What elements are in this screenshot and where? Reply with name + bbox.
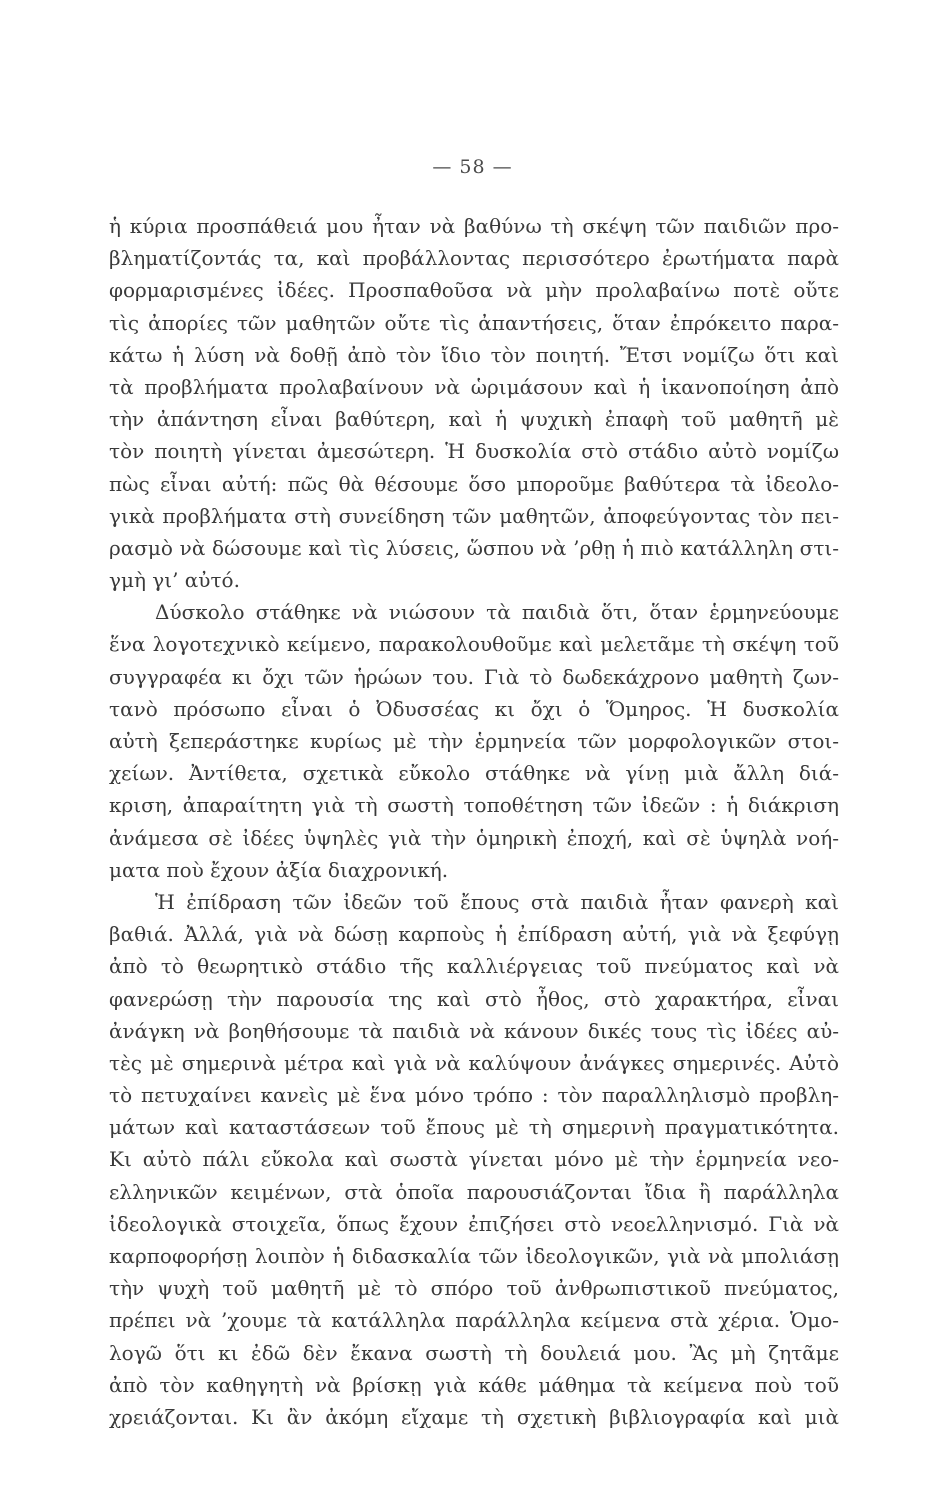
text-line: τὰ προβλήματα προλαβαίνουν νὰ ὡριμάσουν καὶ ἡ ἱκανοποίηση ἀπὸ — [109, 374, 839, 399]
text-line: συγγραφέα κι ὄχι τῶν ἡρώων του. Γιὰ τὸ δωδεκάχρονο μαθητὴ ζων- — [109, 664, 839, 689]
text-line: ἀπὸ τὸ θεωρητικὸ στάδιο τῆς καλλιέργειας τοῦ πνεύματος καὶ νὰ — [109, 954, 839, 979]
text-line: καρποφορήσῃ λοιπὸν ἡ διδασκαλία τῶν ἰδεολογικῶν, γιὰ νὰ μπολιάσῃ — [109, 1244, 839, 1268]
text-line: πὼς εἶναι αὐτή: πῶς θὰ θέσουμε ὅσο μποροῦμε βαθύτερα τὰ ἰδεολο- — [109, 471, 839, 496]
text-line: χρειάζονται. Κι ἂν ἀκόμη εἴχαμε τὴ σχετικὴ βιβλιογραφία καὶ μιὰ — [109, 1404, 839, 1429]
text-line: ἰδεολογικὰ στοιχεῖα, ὅπως ἔχουν ἐπιζήσει στὸ νεοελληνισμό. Γιὰ νὰ — [109, 1211, 839, 1236]
text-line: τὲς μὲ σημερινὰ μέτρα καὶ γιὰ νὰ καλύψουν ἀνάγκες σημερινές. Αὐτὸ — [109, 1050, 839, 1075]
text-line: Κι αὐτὸ πάλι εὔκολα καὶ σωστὰ γίνεται μόνο μὲ τὴν ἑρμηνεία νεο- — [109, 1147, 839, 1172]
text-line: βαθιά. Ἀλλά, γιὰ νὰ δώσῃ καρποὺς ἡ ἐπίδραση αὐτή, γιὰ νὰ ξεφύγῃ — [109, 922, 839, 947]
text-line: αὐτὴ ξεπεράστηκε κυρίως μὲ τὴν ἑρμηνεία τῶν μορφολογικῶν στοι- — [109, 729, 839, 753]
text-line: τὸ πετυχαίνει κανεὶς μὲ ἕνα μόνο τρόπο : τὸν παραλληλισμὸ προβλη- — [109, 1083, 839, 1108]
text-line: ἡ κύρια προσπάθειά μου ἦταν νὰ βαθύνω τὴ σκέψη τῶν παιδιῶν προ- — [109, 214, 839, 238]
text-line: ἕνα λογοτεχνικὸ κείμενο, παρακολουθοῦμε καὶ μελετᾶμε τὴ σκέψη τοῦ — [109, 632, 839, 657]
text-line: ἀνάμεσα σὲ ἰδέες ὑψηλὲς γιὰ τὴν ὁμηρικὴ ἐποχή, καὶ σὲ ὑψηλὰ νοή- — [109, 825, 839, 850]
text-line: Δύσκολο στάθηκε νὰ νιώσουν τὰ παιδιὰ ὅτι, ὅταν ἑρμηνεύουμε — [155, 600, 839, 625]
text-line: μάτων καὶ καταστάσεων τοῦ ἔπους μὲ τὴ σημερινὴ πραγματικότητα. — [109, 1115, 839, 1140]
text-line: τὶς ἀπορίες τῶν μαθητῶν οὔτε τὶς ἀπαντήσεις, ὅταν ἐπρόκειτο παρα- — [109, 310, 839, 335]
text-line: φορμαρισμένες ἰδέες. Προσπαθοῦσα νὰ μὴν προλαβαίνω ποτὲ οὔτε — [109, 278, 839, 303]
text-line: τὸν ποιητὴ γίνεται ἀμεσώτερη. Ἡ δυσκολία στὸ στάδιο αὐτὸ νομίζω — [109, 439, 839, 464]
text-line: κριση, ἀπαραίτητη γιὰ τὴ σωστὴ τοποθέτηση τῶν ἰδεῶν : ἡ διάκριση — [109, 793, 839, 818]
text-line: ματα ποὺ ἔχουν ἀξία διαχρονική. — [109, 857, 449, 882]
text-line: τὴν ἀπάντηση εἶναι βαθύτερη, καὶ ἡ ψυχικὴ ἐπαφὴ τοῦ μαθητῆ μὲ — [109, 407, 839, 432]
text-line: ἀπὸ τὸν καθηγητὴ νὰ βρίσκῃ γιὰ κάθε μάθημα τὰ κείμενα ποὺ τοῦ — [109, 1372, 839, 1397]
text-line: Ἡ ἐπίδραση τῶν ἰδεῶν τοῦ ἔπους στὰ παιδιὰ ἦταν φανερὴ καὶ — [155, 889, 839, 914]
text-line: λογῶ ὅτι κι ἐδῶ δὲν ἔκανα σωστὴ τὴ δουλειά μου. Ἂς μὴ ζητᾶμε — [109, 1340, 839, 1365]
text-line: τὴν ψυχὴ τοῦ μαθητῆ μὲ τὸ σπόρο τοῦ ἀνθρωπιστικοῦ πνεύματος, — [109, 1276, 839, 1301]
text-line: γμὴ γι’ αὐτό. — [109, 568, 240, 593]
page-number: — 58 — — [432, 156, 513, 178]
text-line: γικὰ προβλήματα στὴ συνείδηση τῶν μαθητῶν, ἀποφεύγοντας τὸν πει- — [109, 503, 839, 528]
body-text — [109, 210, 839, 1433]
text-line: χείων. Ἀντίθετα, σχετικὰ εὔκολο στάθηκε νὰ γίνῃ μιὰ ἄλλη διά- — [109, 761, 839, 786]
text-line: τανὸ πρόσωπο εἶναι ὁ Ὀδυσσέας κι ὄχι ὁ Ὅμηρος. Ἡ δυσκολία — [109, 696, 839, 721]
text-line: πρέπει νὰ ’χουμε τὰ κατάλληλα παράλληλα κείμενα στὰ χέρια. Ὁμο- — [109, 1308, 839, 1333]
text-line: βληματίζοντάς τα, καὶ προβάλλοντας περισσότερο ἐρωτήματα παρὰ — [109, 246, 839, 271]
text-line: ρασμὸ νὰ δώσουμε καὶ τὶς λύσεις, ὥσπου νὰ ’ρθῃ ἡ πιὸ κατάλληλη στι- — [109, 535, 839, 560]
text-line: ελληνικῶν κειμένων, στὰ ὁποῖα παρουσιάζονται ἴδια ἢ παράλληλα — [109, 1179, 839, 1204]
text-line: ἀνάγκη νὰ βοηθήσουμε τὰ παιδιὰ νὰ κάνουν δικές τους τὶς ἰδέες αὐ- — [109, 1018, 839, 1043]
text-line: φανερώσῃ τὴν παρουσία της καὶ στὸ ἦθος, στὸ χαρακτήρα, εἶναι — [109, 986, 839, 1011]
text-line: κάτω ἡ λύση νὰ δοθῇ ἀπὸ τὸν ἴδιο τὸν ποιητή. Ἔτσι νομίζω ὅτι καὶ — [109, 342, 839, 367]
